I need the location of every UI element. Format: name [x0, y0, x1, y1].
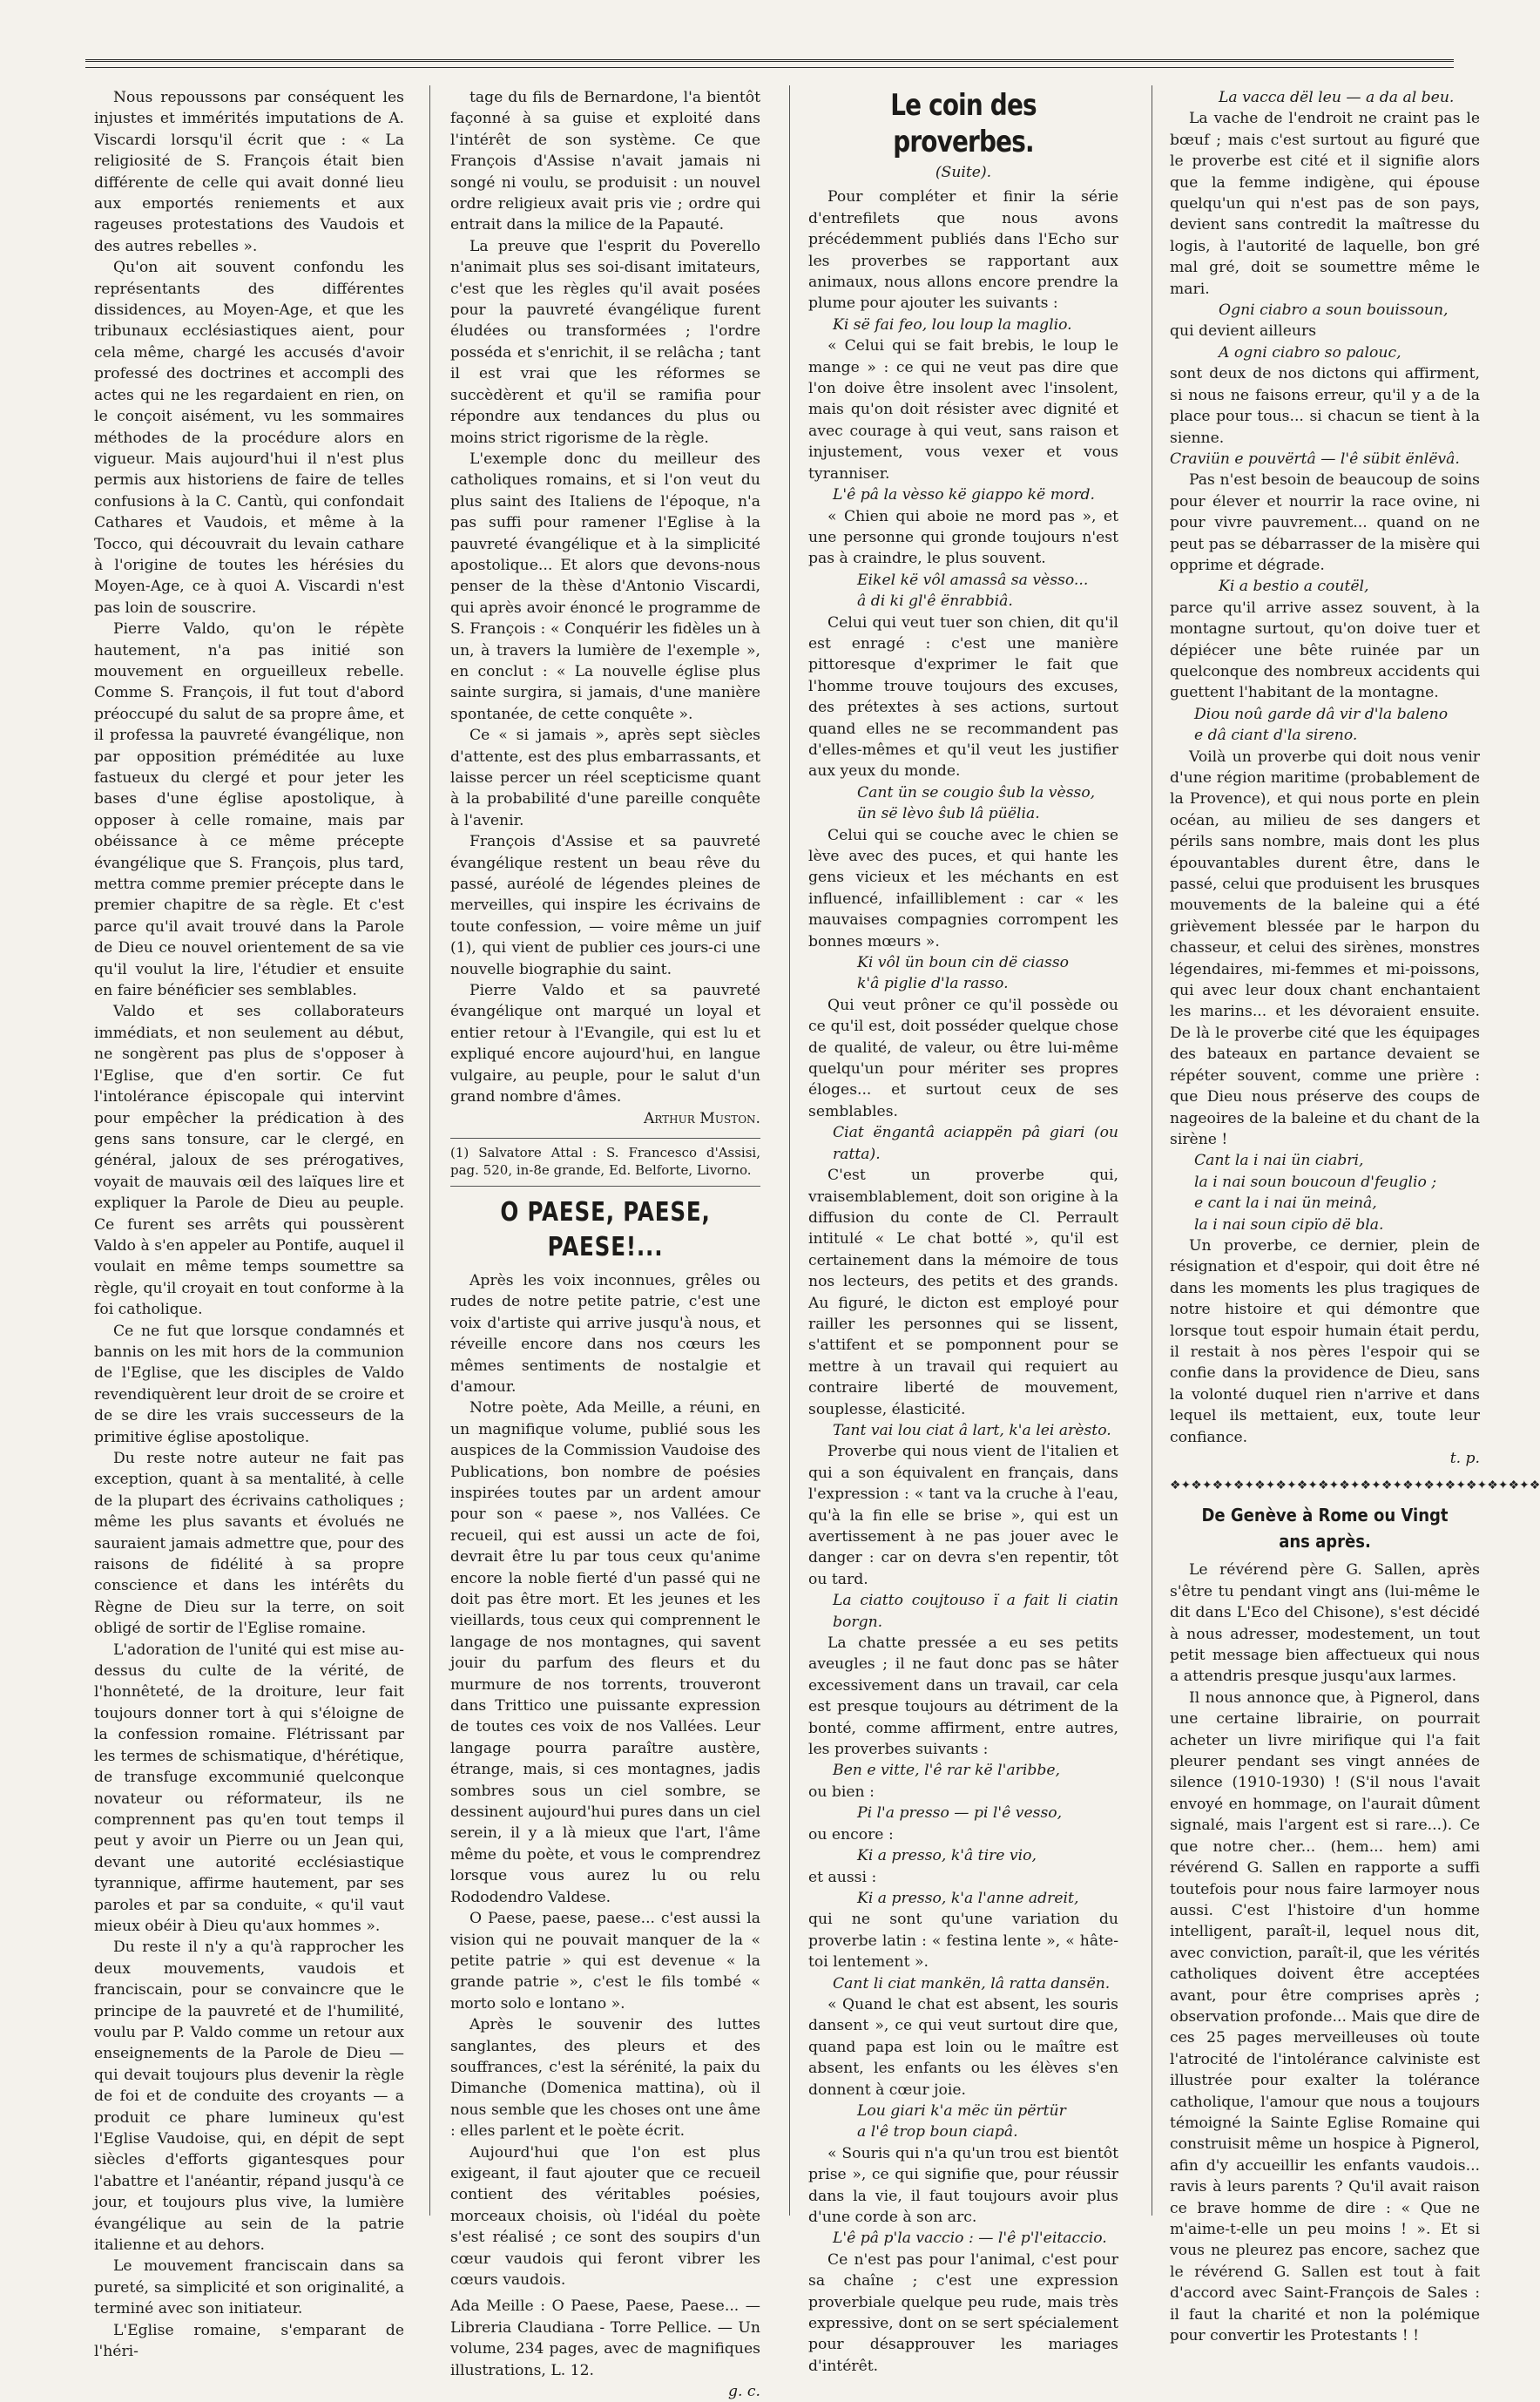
paragraph: Proverbe qui nous vient de l'italien et qui a son équivalent en français, dans l'expression : « tant va la cruche à l'eau, qu'à la fin elle se brise », qui est un avertissement à ne pas jouer avec le danger : car on devra s'en repentir, tôt ou tard. — [808, 1443, 1118, 1588]
proverb-line: L'ê pâ p'la vaccio : — l'ê p'l'eitaccio. — [833, 2229, 1107, 2248]
footnote-text: (1) Salvatore Attal : S. Francesco d'Assisi, pag. 520, in-8e grande, Ed. Belforte, Livorno. — [450, 1144, 760, 1178]
paragraph: Pas n'est besoin de beaucoup de soins pour élever et nourrir la race ovine, ni pour vivre pauvrement... quand on ne peut pas se débarrasser de la misère qui opprime et dégrade. — [1170, 471, 1480, 574]
paragraph: François d'Assise et sa pauvreté évangélique restent un beau rêve du passé, auréolé de légendes pleines de merveilles, qui inspire les écrivains de toute confession, — voire même un juif (1), qui vient de publier ces jours-ci une nouvelle biographie du saint. — [450, 833, 760, 978]
geneve-title: De Genève à Rome ou Vingt ans après. — [1201, 1505, 1449, 1553]
paragraph: Ce n'est pas pour l'animal, c'est pour sa chaîne ; c'est une expression proverbiale quelque peu rude, mais très expressive, dont on se sert spécialement pour désapprouver les mariages d'intérêt. — [808, 2250, 1118, 2375]
paragraph: Du reste notre auteur ne fait pas exception, quant à sa mentalité, à celle de la plupart des écrivains catholiques ; même les plus savants et évolués ne sauraient jamais admettre que, pour des raisons de fidélité à sa propre conscience et dans les intérêts du Règne de Dieu sur la terre, on soit obligé de sortir de l'Eglise romaine. — [94, 1450, 404, 1638]
proverb-line: Cant la i nai ün ciabri, — [1194, 1152, 1364, 1170]
top-rule — [85, 59, 1454, 68]
paese-title: O PAESE, PAESE, PAESE!... — [500, 1196, 711, 1262]
article-valdo-continued — [450, 87, 760, 1108]
proverb-line: Cant ün se cougio ŝub la vèsso, — [857, 783, 1096, 802]
column-4 — [1170, 87, 1540, 2345]
paragraph: Du reste il n'y a qu'à rapprocher les deux mouvements, vaudois et franciscain, pour se convaincre que le principe de la pauvreté et de l'humilité, voulu par P. Valdo comme un retour aux enseignements de la Parole de Dieu — qui devait toujours plus devenir la règle de foi et de conduite des croyants — a produit ce phare lumineux qu'est l'Eglise Vaudoise, qui, en dépit de sept siècles d'efforts gigantesques pour l'abattre et l'anéantir, répand jusqu'à ce jour, et toujours plus vive, la lumière évangélique au sein de la patrie italienne et au dehors. — [94, 1939, 404, 2255]
proverb-line: Ki a presso, k'â tire vio, — [857, 1847, 1037, 1865]
paragraph: Après les voix inconnues, grêles ou rudes de notre petite patrie, c'est une voix d'artiste qui arrive jusqu'à nous, et réveille encore dans nos cœurs les mêmes sentiments de nostalgie et d'amour. — [450, 1271, 760, 1396]
column-divider — [429, 85, 430, 2216]
paragraph: Pierre Valdo et sa pauvreté évangélique ont marqué un loyal et entier retour à l'Evangile, qui est lu et expliqué encore aujourd'hui, en langue vulgaire, au peuple, pour le salut d'un grand nombre d'âmes. — [450, 982, 760, 1106]
column-1 — [94, 87, 404, 2361]
paragraph: et aussi : — [808, 1868, 877, 1886]
proverb-line: Ki a presso, k'a l'anne adreit, — [857, 1889, 1079, 1907]
proverb-line: Ki a bestio a coutël, — [1219, 578, 1369, 596]
proverbes-signature: t. p. — [1449, 1450, 1480, 1467]
proverb-line: la i nai soun boucoun d'feuglio ; — [1194, 1173, 1437, 1191]
paragraph: C'est un proverbe qui, vraisemblablement, doit son origine à la diffusion du conte de Cl. Perrault intitulé « Le chat botté », qu'il est certainement dans la mémoire de tous nos lecteurs, des petits et des grands. Au figuré, le dicton est employé pour railler les personnes qui se lissent, s'attifent et se pomponnent pour se mettre à un travail qui requiert au contraire liberté de mouvement, souplesse, élasticité. — [808, 1167, 1118, 1418]
column-divider — [789, 85, 790, 2216]
paragraph: La chatte pressée a eu ses petits aveugles ; il ne faut donc pas se hâter excessivement dans un travail, car cela est presque toujours au détriment de la bonté, comme affirment, entre autres, les proverbes suivants : — [808, 1634, 1118, 1759]
proverb-line: Eikel kë vôl amassâ sa vèsso... — [857, 571, 1089, 589]
paragraph: Aujourd'hui que l'on est plus exigeant, il faut ajouter que ce recueil contient des véritables poésies, morceaux choisis, où l'idéal du poète s'est réalisé ; ce sont des soupirs d'un cœur vaudois qui feront vibrer les cœurs vaudois. — [450, 2143, 760, 2289]
proverb-line: La vacca dël leu — a da al beu. — [1219, 89, 1455, 106]
proverb-line: Ki së fai feo, lou loup la maglio. — [833, 315, 1072, 334]
paragraph: Celui qui veut tuer son chien, dit qu'il est enragé : c'est une manière pittoresque d'exprimer le fait que l'homme trouve toujours des excuses, des prétextes à ses actions, surtout quand elles ne se recommandent pas d'elles-mêmes et qu'il veut les justifier aux yeux du monde. — [808, 613, 1118, 781]
column-3 — [808, 87, 1118, 2375]
proverb-line: L'ê pâ la vèsso kë giappo kë mord. — [833, 486, 1096, 504]
paragraph: Qui veut prôner ce qu'il possède ou ce qu'il est, doit posséder quelque chose de qualité, de valeur, ou être lui-même quelqu'un pour mériter ses propres éloges... et surtout ceux de ses semblables. — [808, 996, 1118, 1120]
proverb-line: Pi l'a presso — pi l'ê vesso, — [857, 1804, 1063, 1823]
paragraph: La vache de l'endroit ne craint pas le bœuf ; mais c'est surtout au figuré que le proverbe est cité et il signifie alors que la femme indigène, qui épouse quelqu'un qui n'est pas de son pays, devient sans contredit la maîtresse du logis, à l'autorité de laquelle, bon gré mal gré, doit se soumettre même le mari. — [1170, 110, 1480, 298]
proverb-line: e dâ ciant d'la sireno. — [1194, 727, 1358, 745]
proverb-line: la i nai soun cipïo dë bla. — [1194, 1215, 1384, 1234]
paragraph: sont deux de nos dictons qui affirment, si nous ne faisons erreur, qu'il y a de la place pour tous... si chacun se tient à la sienne. — [1170, 365, 1480, 447]
paragraph: Ce ne fut que lorsque condamnés et bannis on les mit hors de la communion de l'Eglise, que les disciples de Valdo revendiquèrent leur droit de se croire et de se dire les vrais successeurs de la primitive église apostolique. — [94, 1322, 404, 1446]
footnote — [450, 1138, 760, 1179]
paragraph: tage du fils de Bernardone, l'a bientôt façonné à sa guise et exploité dans l'intérêt de son système. Ce que François d'Assise n'avait jamais ni songé ni voulu, se produisit : un nouvel ordre religieux avait pris vie ; ordre qui entrait dans la milice de la Papauté. — [450, 89, 760, 234]
proverb-line: Ciat ëngantâ aciappën pâ giari (ou ratta). — [833, 1124, 1118, 1163]
paragraph: Pour compléter et finir la série d'entrefilets que nous avons précédemment publiés dans l'Echo sur les proverbes se rapportant aux animaux, nous allons encore prendre la plume pour ajouter les suivants : — [808, 188, 1118, 313]
paragraph: Pierre Valdo, qu'on le répète hautement, n'a pas initié son mouvement en orgueilleux rebelle. Comme S. François, il fut tout d'abord préoccupé du salut de sa propre âme, et il professa la pauvreté évangélique, non par opposition préméditée au luxe fastueux du clergé et pour jeter les bases d'une église apostolique, à opposer à celle romaine, mais par obéissance à ce même précepte évangélique que S. François, plus tard, mettra comme premier précepte dans le premier chapitre de sa règle. Et c'est parce qu'il avait trouvé dans la Parole de Dieu ce nouvel orientement de sa vie qu'il voulut la lire, l'étudier et ensuite en faire bénéficier ses semblables. — [94, 620, 404, 1000]
paese-reference: Ada Meille : O Paese, Paese, Paese... — Libreria Claudiana - Torre Pellice. — Un volume, 234 pages, avec de magnifiques illustrations, L. 12. — [450, 2297, 760, 2379]
paragraph: ou bien : — [808, 1783, 875, 1801]
proverb-line: Cant li ciat mankën, lâ ratta dansën. — [833, 1974, 1111, 1993]
paragraph: Un proverbe, ce dernier, plein de résignation et d'espoir, qui doit être né dans les moments les plus tragiques de notre histoire et qui démontre que lorsque tout espoir humain était perdu, il restait à nos pères l'espoir qui se confie dans la providence de Dieu, sans la volonté duquel rien n'arrive et dans lequel ils mettaient, eux, toute leur confiance. — [1170, 1236, 1480, 1446]
article-proverbes — [808, 186, 1118, 2377]
column-2 — [450, 87, 760, 2401]
proverb-line: Ki vôl ün boun cin dë ciasso — [857, 954, 1070, 972]
article-geneve — [1170, 1560, 1480, 2346]
paragraph: « Celui qui se fait brebis, le loup le mange » : ce qui ne veut pas dire que l'on doive être insolent avec l'insolent, mais qu'on doit résister avec dignité et avec courage à qui veut, sans raison et injustement, vous vexer et vous tyranniser. — [808, 337, 1118, 483]
article-signature: Arthur Muston. — [643, 1109, 760, 1127]
proverb-line: A ogni ciabro so palouc, — [1219, 343, 1402, 362]
proverbes-suite: (Suite). — [935, 164, 992, 181]
paragraph: ou encore : — [808, 1825, 894, 1844]
paragraph: Valdo et ses collaborateurs immédiats, et non seulement au début, ne songèrent pas plus de s'opposer à l'Eglise, que d'en sortir. Ce fut l'intolérance épiscopale qui intervint pour empêcher la prédication à des gens sans tonsure, car le clergé, en général, jaloux de ses prérogatives, voyait de mauvais œil des laïques lire et expliquer la Parole de Dieu au peuple. Ce furent ses arrêts qui poussèrent Valdo à s'en appeler au Pontife, auquel il voulait en même temps soumettre sa règle, qu'il croyait en tout conforme à la foi catholique. — [94, 1003, 404, 1319]
proverb-line: Lou giari k'a mëc ün përtür — [857, 2101, 1066, 2120]
paragraph: « Chien qui aboie ne mord pas », et une personne qui gronde toujours n'est pas à craindre, le plus souvent. — [808, 507, 1118, 568]
paragraph: Qu'on ait souvent confondu les représentants des différentes dissidences, au Moyen-Age, et que les tribunaux ecclésiastiques aient, pour cela même, chargé les accusés d'avoir professé des doctrines et accompli des actes qui ne les regardaient en rien, on le conçoit aisément, vu les sommaires méthodes de la procédure alors en vigueur. Mais aujourd'hui il n'est plus permis aux historiens de faire de telles confusions à la C. Cantù, qui confondait Cathares et Vaudois, et même à la Tocco, qui découvrait du levain cathare à l'origine de toutes les hérésies du Moyen-Age, ce à quoi A. Viscardi n'est pas loin de souscrire. — [94, 259, 404, 617]
paragraph: Celui qui se couche avec le chien se lève avec des puces, et qui hante les gens vicieux et les méchants en est influencé, infailliblement : car « les mauvaises compagnies corrompent les bonnes mœurs ». — [808, 826, 1118, 951]
paragraph: Nous repoussons par conséquent les injustes et immérités imputations de A. Viscardi lorsqu'il écrit que : « La religiosité de S. François était bien différente de celle qui avait donné lieu aux emportés reniements et aux rageuses protestations des Vaudois et des autres rebelles ». — [94, 89, 404, 255]
paragraph: Ce « si jamais », après sept siècles d'attente, est des plus embarrassants, et laisse percer un réel scepticisme quant à la probabilité d'une pareille conquête à l'avenir. — [450, 727, 760, 829]
proverb-line: ün së lèvo ŝub lâ püëlia. — [857, 805, 1040, 823]
paragraph: Après le souvenir des luttes sanglantes, des pleurs et des souffrances, c'est la sérénité, la paix du Dimanche (Domenica mattina), où il nous semble que les choses ont une âme : elles parlent et le poète écrit. — [450, 2016, 760, 2141]
proverb-line: Ogni ciabro a soun bouissoun, — [1219, 301, 1449, 320]
article-paese — [450, 1270, 760, 2291]
paragraph: parce qu'il arrive assez souvent, à la montagne surtout, qu'on doive tuer et dépiécer une bête ruinée par un quelconque des nombreux accidents qui guettent l'habitant de la montagne. — [1170, 599, 1480, 702]
proverb-line: e cant la i nai ün meinâ, — [1194, 1194, 1377, 1213]
ornament-divider: ❖✦❖✦❖✦❖✦❖✦❖✦❖✦❖✦❖✦❖✦❖✦❖✦❖✦❖✦❖✦❖✦❖✦❖ — [1170, 1478, 1540, 1493]
paragraph: Le révérend père G. Sallen, après s'être tu pendant vingt ans (lui-même le dit dans L'Eco del Chisone), s'est décidé à nous adresser, modestement, un tout petit message bien affectueux qui nous a attendris presque jusqu'aux larmes. — [1170, 1561, 1480, 1686]
proverb-line: Diou noû garde dâ vir d'la baleno — [1194, 705, 1449, 723]
paragraph: L'Eglise romaine, s'emparant de l'héri- — [94, 2321, 404, 2361]
paragraph: La preuve que l'esprit du Poverello n'animait plus ses soi-disant imitateurs, c'est que les règles qu'il avait posées pour la pauvreté évangélique furent éludées ou transformées ; l'ordre posséda et s'enrichit, il se relâcha ; tant il est vrai que les réformes se succèdèrent et qu'il se ramifia pour répondre aux tendances du plus ou moins strict rigorisme de la règle. — [450, 237, 760, 447]
paragraph: qui devient ailleurs — [1170, 322, 1317, 341]
proverbes-title: Le coin des proverbes. — [890, 88, 1037, 159]
paese-signature: g. c. — [727, 2383, 760, 2401]
proverb-line: k'â piglie d'la rasso. — [857, 975, 1009, 993]
paragraph: L'exemple donc du meilleur des catholiques romains, et si l'on veut du plus saint des Italiens de l'époque, n'a pas suffi pour ramener l'Eglise à la pauvreté évangélique et à la simplicité apostolique... Et alors que devons-nous penser de la thèse d'Antonio Viscardi, qui après avoir énoncé le programme de S. François : « Conquérir les fidèles un à un, à travers la lumière de l'exemple », en conclut : « La nouvelle église plus sainte surgira, si jamais, d'une manière spontanée, de cette conquête ». — [450, 450, 760, 723]
paragraph: Notre poète, Ada Meille, a réuni, en un magnifique volume, publié sous les auspices de la Commission Vaudoise des Publications, bon nombre de poésies inspirées toutes par un ardent amour pour son « paese », nos Vallées. Ce recueil, qui est aussi un acte de foi, devrait être lu par tous ceux qu'anime encore la noble fierté d'un passé qui ne doit pas être mort. Et les jeunes et les vieillards, tous ceux qui comprennent le langage de nos montagnes, qui savent jouir du parfum des fleurs et du murmure de nos torrents, trouveront dans Trittico une puissante expression de toutes ces voix de nos Vallées. Leur langage pourra paraître austère, étrange, mais, si ces montagnes, jadis sombres sous un ciel sombre, se dessinent aujourd'hui pures dans un ciel serein, il y a là mieux que l'art, l'âme même du poète, et vous le comprendrez lorsque vous aurez lu ou relu Rododendro Valdese. — [450, 1399, 760, 1906]
paragraph: O Paese, paese, paese... c'est aussi la vision qui ne pouvait manquer de la « petite patrie » qui est devenue « la grande patrie », c'est le fils tombé « morto solo e lontano ». — [450, 1910, 760, 2013]
paragraph: qui ne sont qu'une variation du proverbe latin : « festina lente », « hâte-toi lentement ». — [808, 1911, 1118, 1972]
paragraph: Le mouvement franciscain dans sa pureté, sa simplicité et son originalité, a terminé avec son initiateur. — [94, 2257, 404, 2318]
proverb-line: Craviün e pouvërtâ — l'ê sübit ënlëvâ. — [1170, 450, 1460, 468]
section-rule — [450, 1186, 760, 1187]
paragraph: Voilà un proverbe qui doit nous venir d'une région maritime (probablement de la Provence), et qui nous porte en plein océan, au milieu de ses dangers et périls sans nombre, mais dont les plus épouvantables durent être, dans le passé, celui que produisent les brusques mouvements de la baleine qui a été grièvement blessée par le harpon du chasseur, et celui des sirènes, monstres légendaires, mi-femmes et mi-poissons, qui avec leur doux chant enchantaient les marins... et les dévoraient ensuite. De là le proverbe cité que les équipages des bateaux en partance devaient se répéter souvent, comme une prière : que Dieu nous préserve des coups de nageoires de la baleine et du chant de la sirène ! — [1170, 748, 1480, 1148]
paragraph: L'adoration de l'unité qui est mise au-dessus du culte de la vérité, de l'honnêteté, de la droiture, leur fait toujours donner tort à qui s'éloigne de la confession romaine. Flétrissant par les termes de schismatique, d'hérétique, de transfuge excommunié quelconque novateur ou réformateur, ils ne comprennent pas qu'en tout temps il peut y avoir un Pierre ou un Jean qui, devant une autorité ecclésiastique tyrannique, affirme hautement, par ses paroles et par sa conduite, « qu'il vaut mieux obéir à Dieu qu'aux hommes ». — [94, 1641, 404, 1935]
article-proverbes-continued — [1170, 87, 1480, 1448]
proverb-line: â di ki gl'ê ënrabbiâ. — [857, 592, 1013, 611]
proverb-line: a l'ê trop boun ciapâ. — [857, 2123, 1018, 2142]
proverb-line: Ben e vitte, l'ê rar kë l'aribbe, — [833, 1762, 1060, 1780]
paragraph: « Quand le chat est absent, les souris dansent », ce qui veut surtout dire que, quand papa est loin ou le maître est absent, les enfants ou les élèves s'en donnent à cœur joie. — [808, 1995, 1118, 2099]
paragraph: Il nous annonce que, à Pignerol, dans une certaine librairie, on pourrait acheter un livre mirifique qui l'a fait pleurer pendant ses vingt années de silence (1910-1930) ! (S'il nous l'avait envoyé en hommage, on l'aurait dûment signalé, mais l'argent est si rare...). Ce que notre cher... (hem... hem) ami révérend G. Sallen en rapporte a suffi toutefois pour nous faire larmoyer nous aussi. C'est l'histoire d'un homme intelligent, paraît-il, lequel nous dit, avec conviction, paraît-il, que les vérités catholiques doivent être acceptées avant, pour être comprises après ; observation profonde... Mais que dire de ces 25 pages merveilleuses où toute l'atrocité de l'intolérance calviniste est illustrée pour exalter la tolérance catholique, l'amour que nous a toujours témoigné la Sainte Eglise Romaine qui construisit même un hospice à Pignerol, afin d'y accueillir les enfants vaudois... ravis à leurs parents ? Qu'il avait raison ce brave homme de dire : « Que ne m'aime-t-elle un peu moins ! ». Et si vous ne pleurez pas encore, sachez que le révérend G. Sallen est tout à fait d'accord avec Saint-François de Sales : il faut la charité et non la polémique pour convertir les Protestants ! ! — [1170, 1688, 1480, 2345]
proverb-line: Tant vai lou ciat â lart, k'a lei arèsto. — [833, 1421, 1111, 1439]
proverb-line: La ciatto coujtouso ï a fait li ciatin borgn. — [833, 1592, 1118, 1631]
paragraph: « Souris qui n'a qu'un trou est bientôt prise », ce qui signifie que, pour réussir dans la vie, il faut toujours avoir plus d'une corde à son arc. — [808, 2144, 1118, 2226]
